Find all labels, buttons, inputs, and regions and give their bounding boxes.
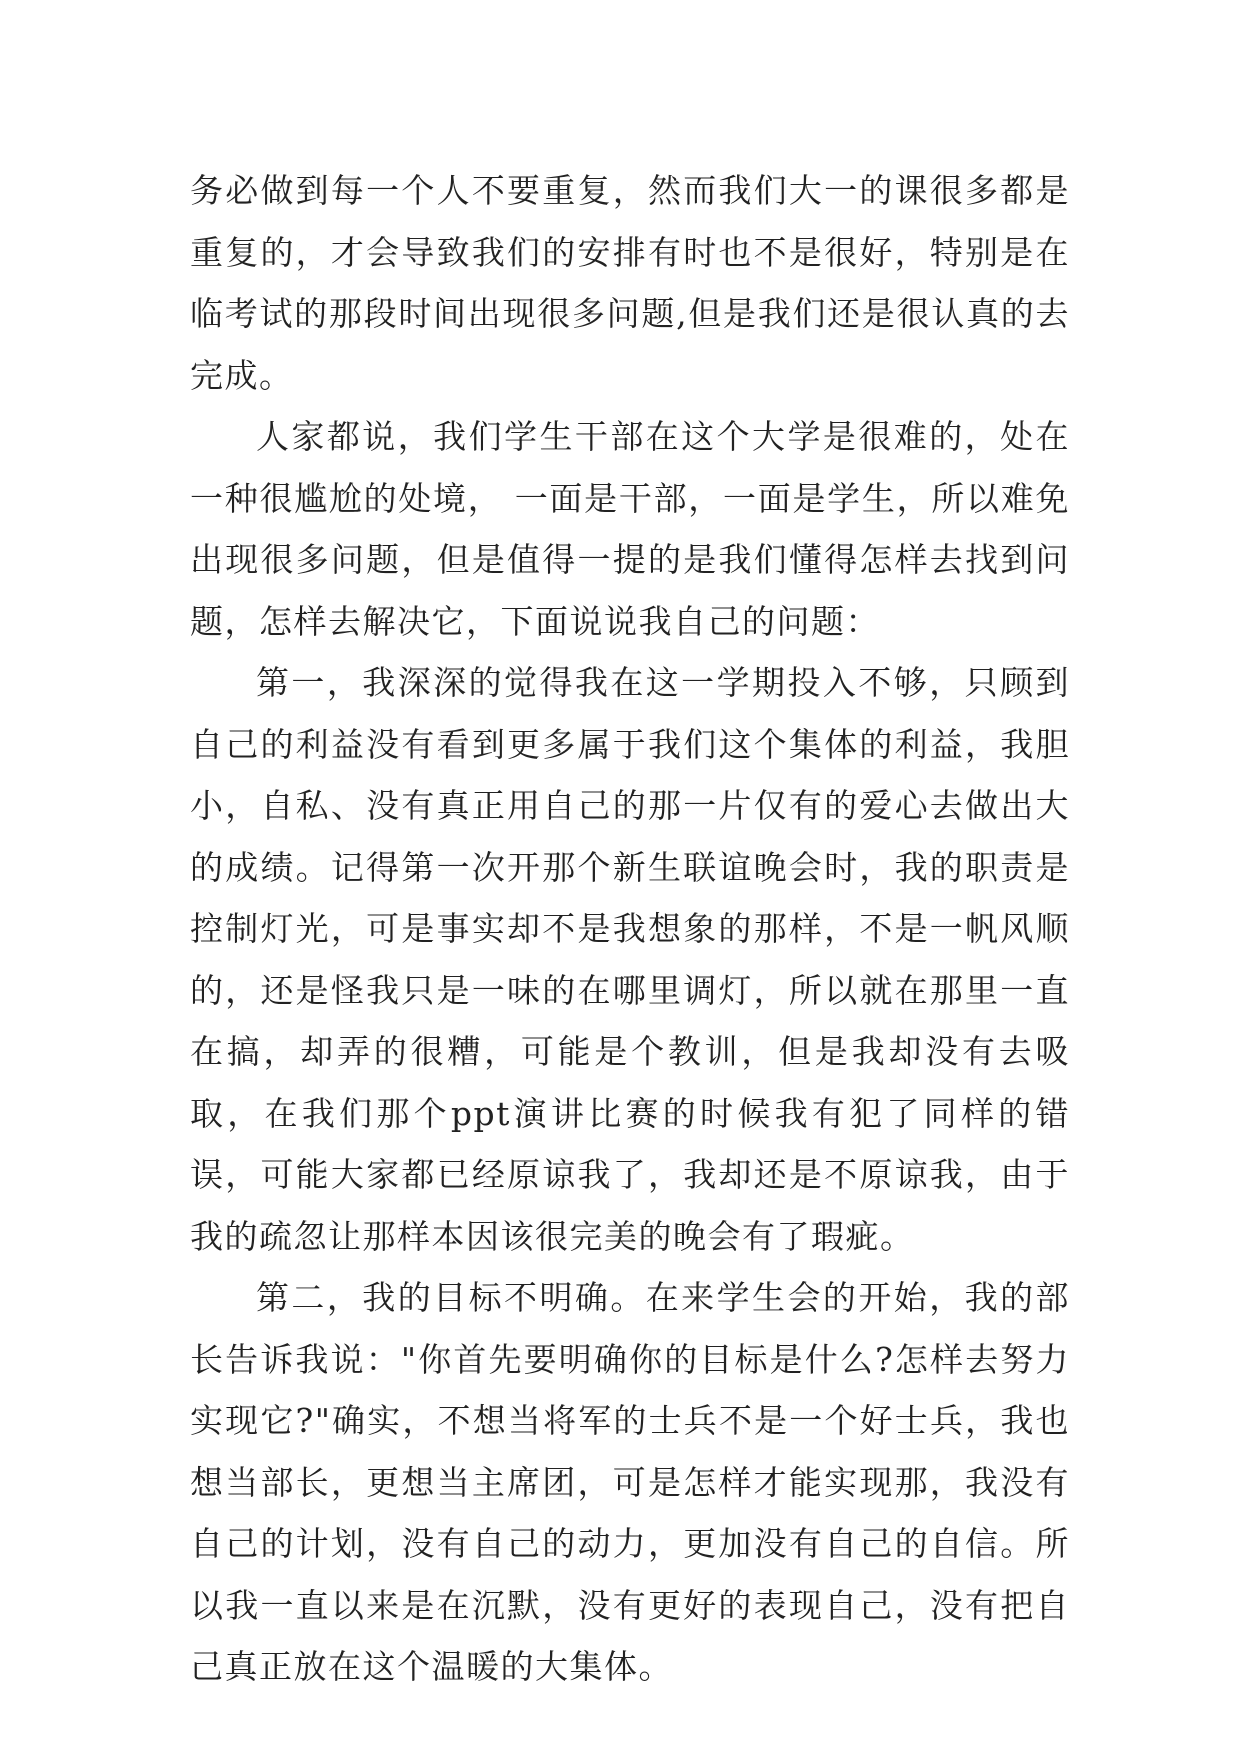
document-body (190, 160, 1070, 1698)
paragraph-1: 务必做到每一个人不要重复，然而我们大一的课很多都是重复的，才会导致我们的安排有时也不是很好，特别是在临考试的那段时间出现很多问题,但是我们还是很认真的去完成。 (190, 171, 1070, 395)
paragraph-3: 第一，我深深的觉得我在这一学期投入不够，只顾到自己的利益没有看到更多属于我们这个集体的利益，我胆小，自私、没有真正用自己的那一片仅有的爱心去做出大的成绩。记得第一次开那个新生联谊晚会时，我的职责是控制灯光，可是事实却不是我想象的那样，不是一帆风顺的，还是怪我只是一味的在哪里调灯，所以就在那里一直在搞，却弄的很糟，可能是个教训，但是我却没有去吸取，在我们那个ppt演讲比赛的时候我有犯了同样的错误，可能大家都已经原谅我了，我却还是不原谅我，由于我的疏忽让那样本因该很完美的晚会有了瑕疵。 (190, 663, 1070, 1256)
paragraph-2: 人家都说，我们学生干部在这个大学是很难的，处在一种很尴尬的处境， 一面是干部，一面是学生，所以难免出现很多问题，但是值得一提的是我们懂得怎样去找到问题，怎样去解决它，下面说说我自己的问题： (190, 417, 1070, 641)
paragraph-4: 第二，我的目标不明确。在来学生会的开始，我的部长告诉我说："你首先要明确你的目标是什么?怎样去努力实现它?"确实，不想当将军的士兵不是一个好士兵，我也想当部长，更想当主席团，可是怎样才能实现那，我没有自己的计划，没有自己的动力，更加没有自己的自信。所以我一直以来是在沉默，没有更好的表现自己，没有把自己真正放在这个温暖的大集体。 (190, 1278, 1070, 1686)
